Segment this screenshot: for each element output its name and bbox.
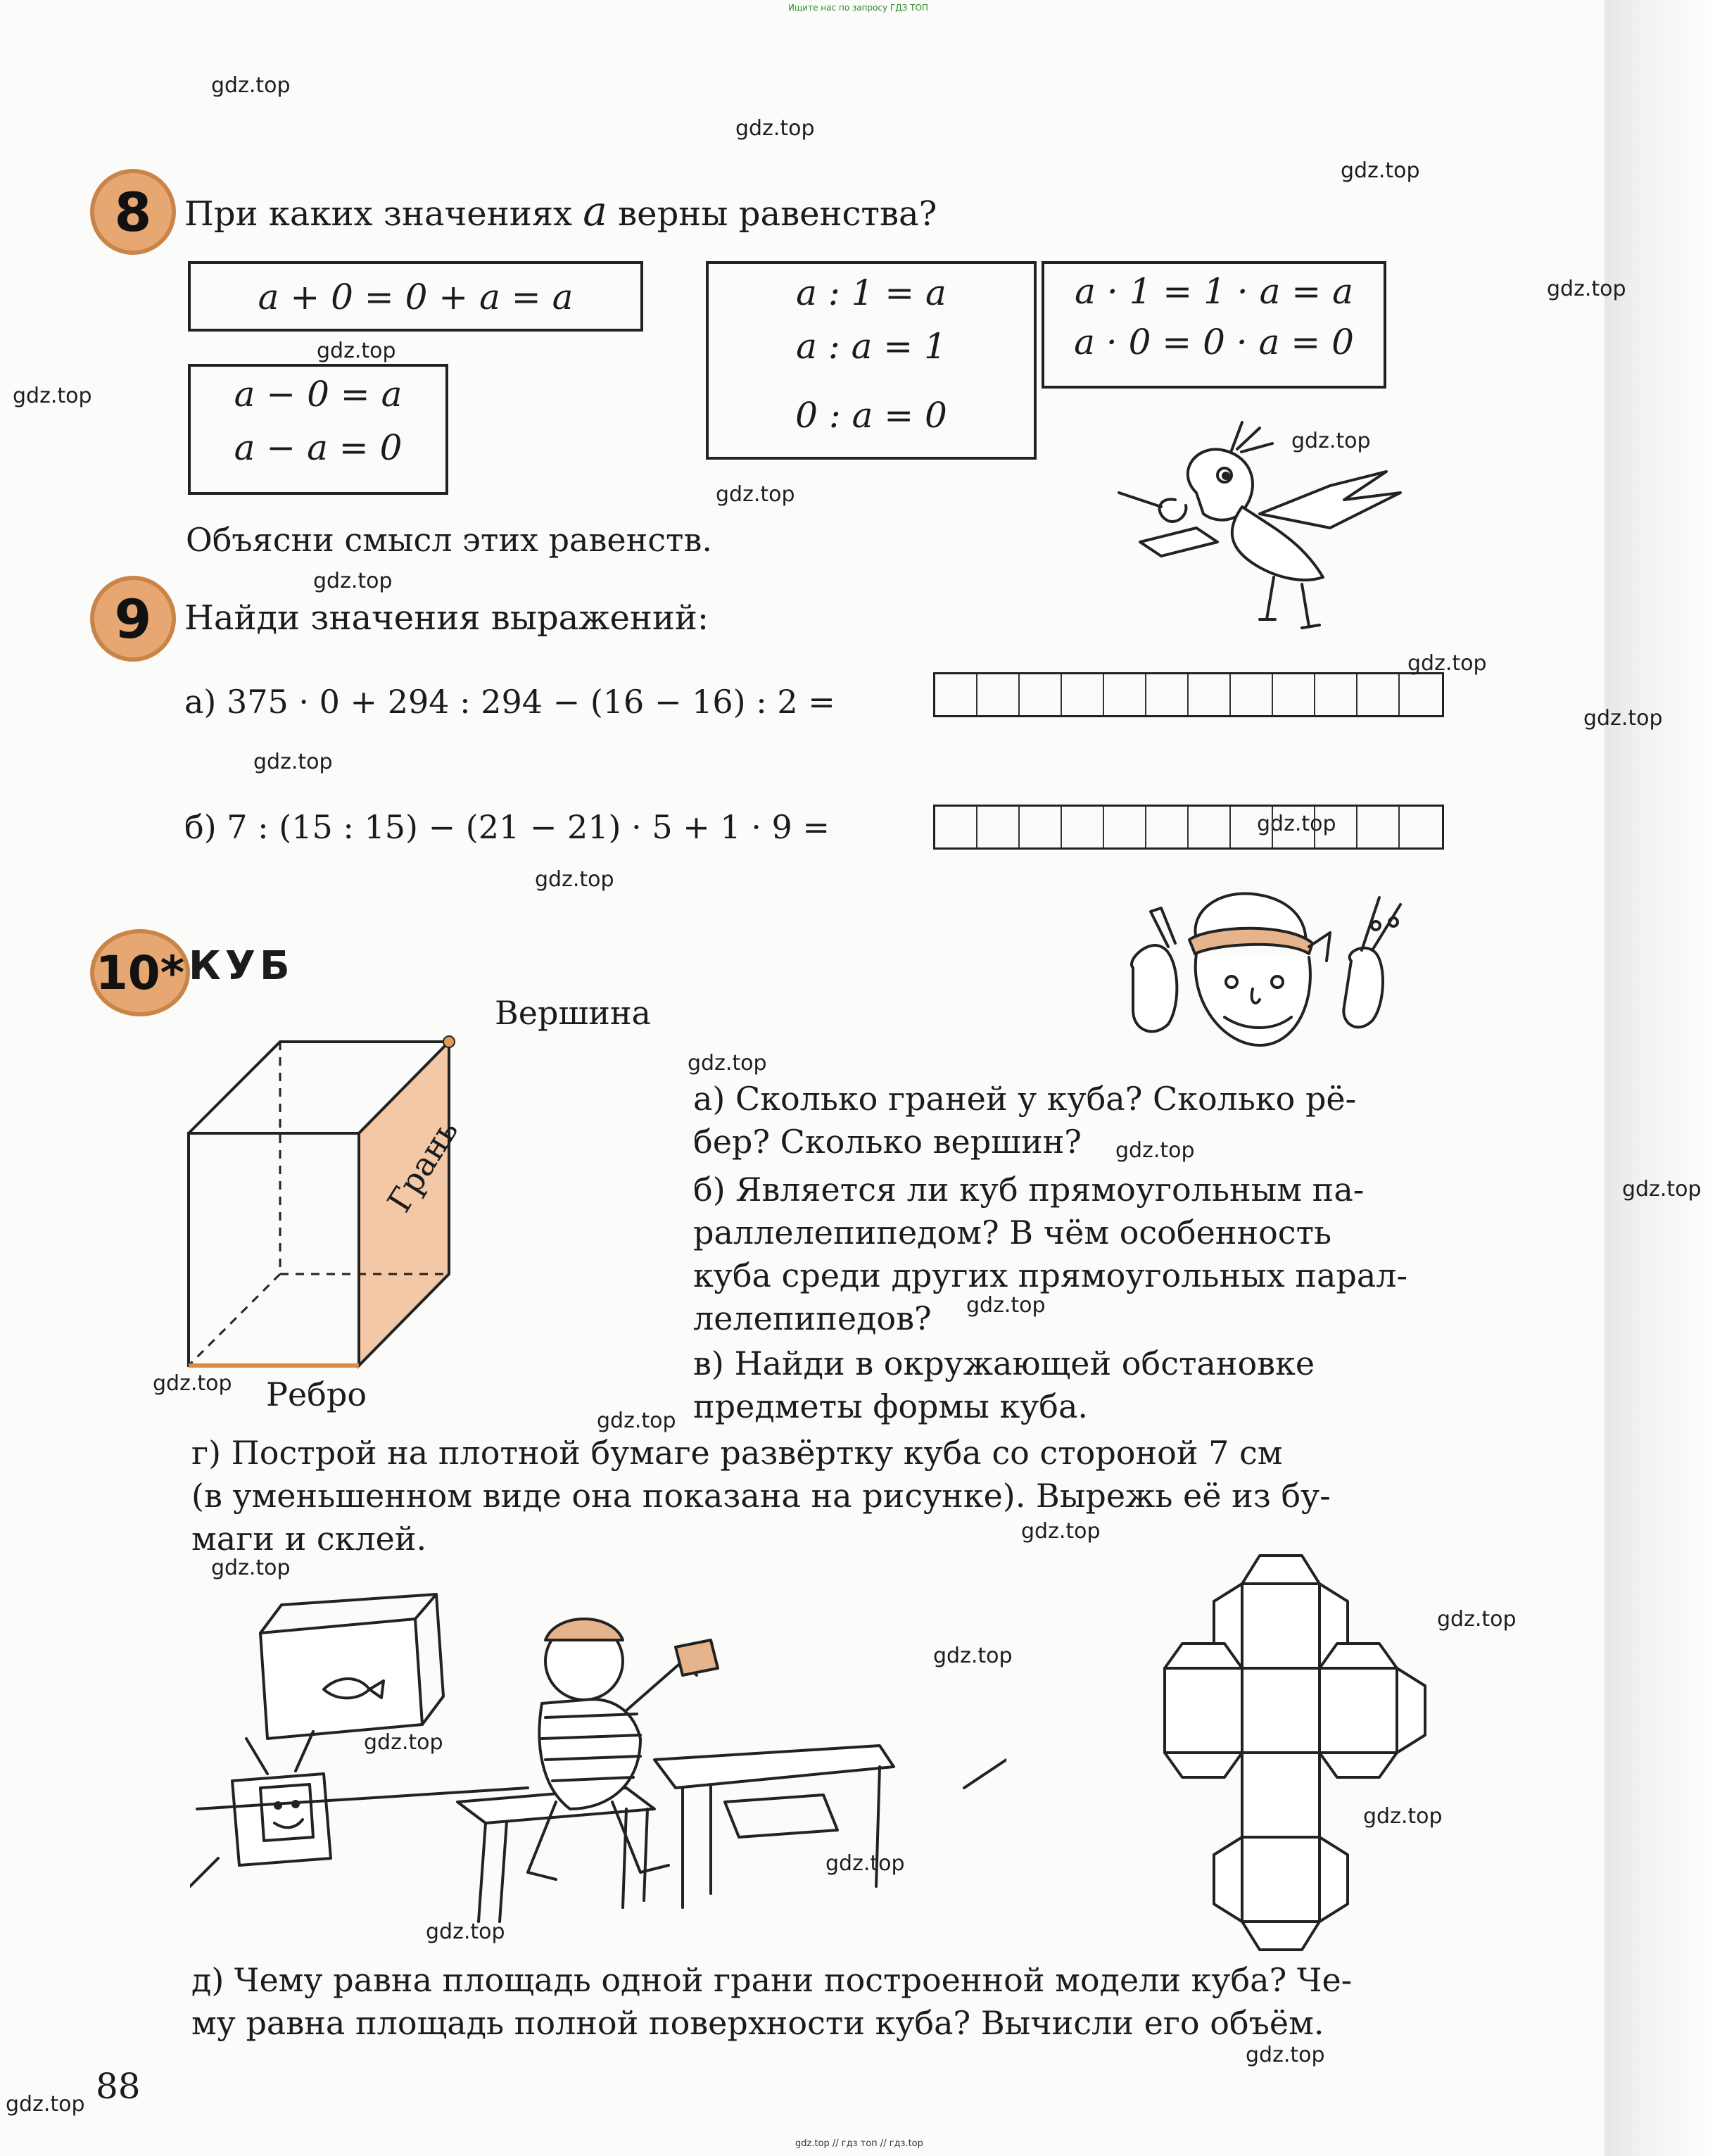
task-10-title: КУБ bbox=[189, 943, 294, 989]
watermark: gdz.top bbox=[211, 73, 291, 98]
watermark: gdz.top bbox=[13, 384, 92, 408]
net-tab bbox=[1242, 1556, 1320, 1584]
cube-net-drawing bbox=[1161, 1527, 1457, 1985]
pirate-illustration bbox=[1084, 883, 1415, 1073]
net-tab bbox=[1320, 1837, 1348, 1922]
task-10-b-line2: раллелепипедом? В чём особенность bbox=[693, 1213, 1332, 1252]
equation-box-addition: a + 0 = 0 + a = a bbox=[188, 261, 643, 332]
answer-cells-b[interactable] bbox=[933, 805, 1444, 850]
page-edge-shadow bbox=[1605, 0, 1715, 2156]
page-number: 88 bbox=[96, 2066, 141, 2107]
watermark: gdz.top bbox=[153, 1371, 232, 1396]
task-8-explain: Объясни смысл этих равенств. bbox=[186, 521, 712, 559]
watermark: gdz.top bbox=[1115, 1138, 1195, 1163]
watermark: gdz.top bbox=[1583, 706, 1663, 731]
watermark: gdz.top bbox=[1363, 1804, 1443, 1829]
task-9-question: Найди значения выражений: bbox=[184, 598, 709, 638]
net-face bbox=[1242, 1753, 1320, 1837]
task-10-b-line1: б) Является ли куб прямоугольным па- bbox=[693, 1171, 1365, 1209]
net-face bbox=[1242, 1668, 1320, 1753]
answer-cells-a[interactable] bbox=[933, 672, 1444, 717]
watermark: gdz.top bbox=[1021, 1519, 1101, 1544]
watermark: gdz.top bbox=[211, 1556, 291, 1580]
net-face bbox=[1165, 1668, 1242, 1753]
watermark: gdz.top bbox=[1291, 429, 1371, 453]
watermark: gdz.top bbox=[364, 1730, 443, 1755]
task-10-a-line1: а) Сколько граней у куба? Сколько рё- bbox=[693, 1080, 1357, 1118]
net-tab bbox=[1214, 1837, 1242, 1922]
task-10-b-line4: лелепипедов? bbox=[693, 1299, 932, 1337]
cube-vertex-dot bbox=[443, 1036, 455, 1047]
net-face bbox=[1242, 1584, 1320, 1668]
task-10-d-line2: му равна площадь полной поверхности куба? Вычисли его объём. bbox=[191, 2004, 1324, 2042]
cube-vertex-label: Вершина bbox=[495, 994, 651, 1032]
task-8-badge: 8 bbox=[90, 169, 176, 255]
net-tab bbox=[1165, 1753, 1242, 1777]
watermark: gdz.top bbox=[1547, 277, 1626, 301]
cube-front-face bbox=[189, 1133, 359, 1366]
watermark: gdz.top bbox=[535, 867, 614, 892]
task-10-g-line3: маги и склей. bbox=[191, 1520, 427, 1558]
watermark: gdz.top bbox=[6, 2092, 85, 2117]
watermark: gdz.top bbox=[688, 1051, 767, 1076]
watermark: gdz.top bbox=[1622, 1177, 1702, 1202]
watermark: gdz.top bbox=[597, 1408, 676, 1433]
equation-box-subtraction: a − 0 = a a − a = 0 bbox=[188, 364, 448, 495]
watermark: gdz.top bbox=[313, 569, 393, 593]
watermark: gdz.top bbox=[1437, 1607, 1517, 1632]
equation-box-multiplication: a · 1 = 1 · a = a a · 0 = 0 · a = 0 bbox=[1042, 261, 1386, 389]
watermark: gdz.top bbox=[317, 339, 396, 363]
net-tab bbox=[1397, 1668, 1425, 1753]
watermark: gdz.top bbox=[1407, 651, 1487, 676]
task-8-question: При каких значениях a верны равенства? bbox=[184, 187, 937, 235]
watermark: gdz.top bbox=[1257, 812, 1336, 836]
task-10-v-line2: предметы формы куба. bbox=[693, 1387, 1089, 1425]
task-9-expression-a: а) 375 · 0 + 294 : 294 − (16 − 16) : 2 = bbox=[184, 683, 835, 721]
cube-drawing bbox=[176, 1035, 570, 1380]
task-10-a-line2: бер? Сколько вершин? bbox=[693, 1123, 1082, 1161]
net-tab bbox=[1320, 1753, 1397, 1777]
watermark: gdz.top bbox=[1341, 158, 1420, 183]
task-10-g-line2: (в уменьшенном виде она показана на рисунке). Вырежь её из бу- bbox=[191, 1477, 1331, 1515]
task-10-b-line3: куба среди других прямоугольных парал- bbox=[693, 1256, 1408, 1294]
header-link[interactable]: Ищите нас по запросу ГДЗ ТОП bbox=[788, 3, 928, 13]
task-10-d-line1: д) Чему равна площадь одной грани построенной модели куба? Че- bbox=[191, 1961, 1353, 1999]
watermark: gdz.top bbox=[933, 1644, 1013, 1668]
watermark: gdz.top bbox=[253, 750, 333, 774]
cube-edge-label: Ребро bbox=[266, 1375, 367, 1413]
workshop-illustration bbox=[190, 1577, 1006, 1943]
task-10-v-line1: в) Найди в окружающей обстановке bbox=[693, 1344, 1315, 1382]
parrot-illustration bbox=[1091, 408, 1429, 641]
watermark: gdz.top bbox=[426, 1919, 505, 1944]
net-face bbox=[1242, 1837, 1320, 1922]
cube-face-label: Грань bbox=[379, 1113, 466, 1219]
watermark: gdz.top bbox=[966, 1293, 1046, 1318]
footer-links[interactable]: gdz.top // гдз топ // гдз.top bbox=[795, 2138, 923, 2149]
watermark: gdz.top bbox=[1246, 2043, 1325, 2067]
task-9-badge: 9 bbox=[90, 576, 176, 662]
net-face bbox=[1320, 1668, 1397, 1753]
task-9-expression-b: б) 7 : (15 : 15) − (21 − 21) · 5 + 1 · 9 = bbox=[184, 808, 830, 846]
task-10-g-line1: г) Построй на плотной бумаге развёртку куба со стороной 7 см bbox=[191, 1434, 1283, 1472]
equation-box-division: a : 1 = a a : a = 1 0 : a = 0 bbox=[706, 261, 1037, 460]
watermark: gdz.top bbox=[716, 482, 795, 507]
watermark: gdz.top bbox=[735, 116, 815, 141]
net-tab bbox=[1242, 1922, 1320, 1950]
task-10-badge: 10* bbox=[90, 929, 190, 1016]
watermark: gdz.top bbox=[825, 1851, 905, 1876]
